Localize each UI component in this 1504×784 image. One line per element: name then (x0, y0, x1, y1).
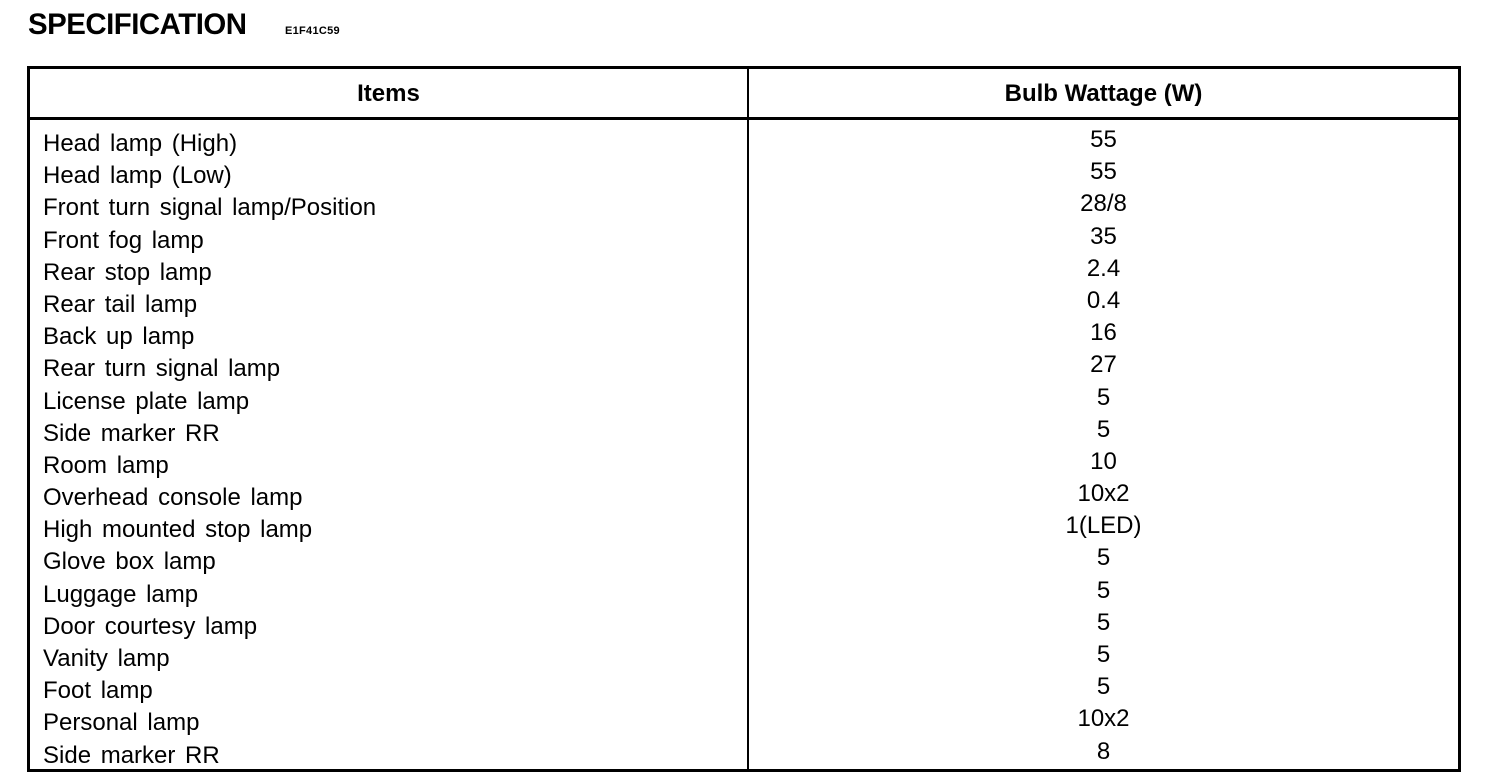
wattage-cell: 55 (1090, 126, 1117, 153)
item-cell: License plate lamp (43, 387, 250, 415)
table-row (30, 737, 1458, 773)
wattage-cell: 10x2 (1077, 705, 1130, 733)
wattage-cell: 5 (1096, 415, 1111, 443)
wattage-cell: 5 (1096, 383, 1111, 411)
document-code: E1F41C59 (284, 25, 340, 37)
item-cell: Room lamp (43, 451, 169, 479)
item-cell: Glove box lamp (43, 548, 216, 576)
item-cell: Head lamp (Low) (43, 162, 232, 190)
item-cell: Personal lamp (43, 709, 200, 737)
item-cell: Front turn signal lamp/Position (43, 194, 377, 222)
wattage-cell: 10x2 (1077, 480, 1130, 508)
wattage-cell: 5 (1096, 576, 1111, 604)
item-cell: Back up lamp (43, 323, 195, 351)
item-cell: Side marker RR (43, 419, 220, 447)
item-cell: Door courtesy lamp (43, 612, 258, 640)
item-cell: Head lamp (High) (43, 130, 238, 157)
wattage-cell: 35 (1090, 222, 1117, 250)
item-cell: Rear stop lamp (43, 258, 212, 286)
wattage-cell: 1(LED) (1065, 512, 1142, 540)
table-body (30, 126, 1458, 773)
item-cell: Rear turn signal lamp (43, 355, 281, 383)
header-bulb-wattage: Bulb Wattage (W) (1004, 80, 1203, 107)
item-cell: Rear tail lamp (43, 290, 198, 318)
wattage-cell: 0.4 (1086, 286, 1121, 314)
wattage-cell: 5 (1096, 608, 1111, 636)
item-cell: Vanity lamp (43, 645, 170, 672)
item-cell: Side marker RR (43, 741, 220, 769)
wattage-cell: 5 (1096, 673, 1111, 701)
item-cell: Front fog lamp (43, 226, 204, 254)
wattage-cell: 16 (1090, 319, 1117, 347)
wattage-cell: 10 (1090, 447, 1117, 475)
wattage-cell: 28/8 (1080, 190, 1127, 218)
item-cell: High mounted stop lamp (43, 516, 313, 544)
wattage-cell: 2.4 (1086, 254, 1121, 282)
item-cell: Overhead console lamp (43, 484, 303, 512)
page-title: SPECIFICATION (28, 8, 247, 41)
wattage-cell: 5 (1096, 544, 1111, 572)
item-cell: Foot lamp (43, 677, 153, 705)
item-cell: Luggage lamp (43, 580, 199, 608)
wattage-cell: 8 (1096, 737, 1111, 765)
bulb-spec-table (27, 66, 1461, 772)
header-items: Items (357, 80, 420, 107)
page-heading (28, 8, 340, 42)
wattage-cell: 27 (1090, 351, 1117, 379)
table-header-row (30, 69, 1458, 120)
wattage-cell: 5 (1096, 641, 1111, 668)
wattage-cell: 55 (1090, 158, 1117, 186)
